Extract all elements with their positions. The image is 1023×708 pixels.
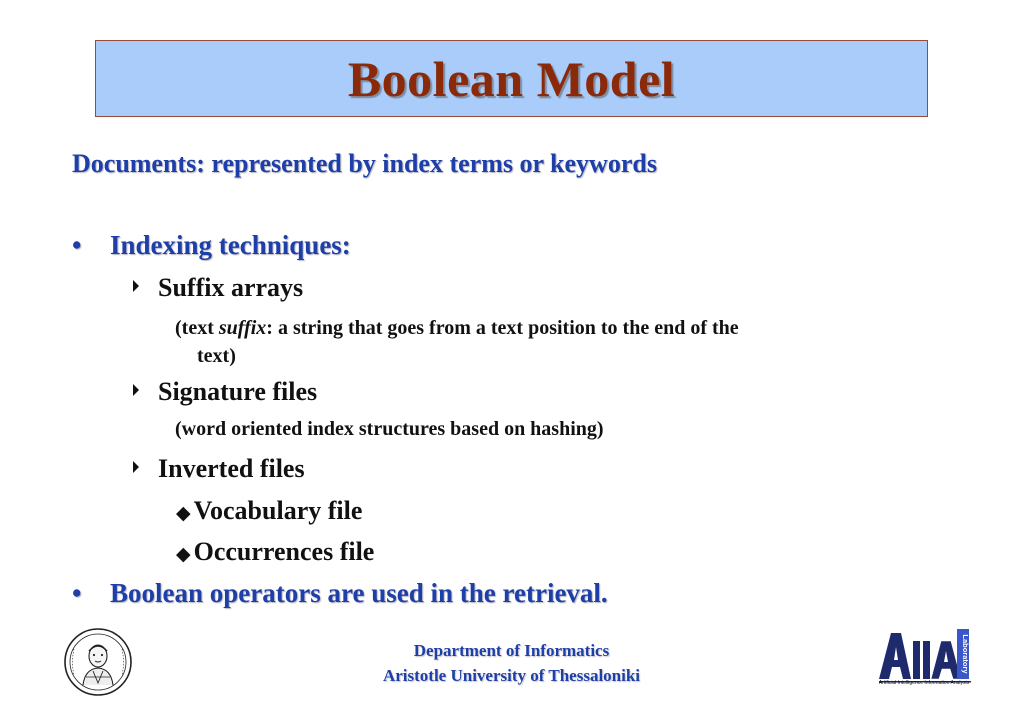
triangle-bullet-icon (133, 461, 139, 473)
slide-title: Boolean Model (347, 50, 676, 107)
suffix-term: suffix (218, 317, 267, 339)
bullet-label: Indexing techniques: (110, 230, 351, 260)
suffix-arrays-note: (text suffix: a string that goes from a text position to the end of the text) (175, 317, 739, 367)
subitem-inverted-files (133, 454, 305, 484)
title-banner (95, 40, 928, 117)
subitem-suffix-arrays (133, 273, 303, 303)
bullet-boolean-operators (72, 578, 608, 609)
intro-line: Documents: represented by index terms or keywords (72, 149, 657, 178)
bullet-label: Boolean operators are used in the retrieval. (110, 578, 608, 608)
svg-text:Laboratory: Laboratory (961, 634, 970, 674)
signature-files-note: (word oriented index structures based on hashing) (175, 418, 604, 440)
diamond-bullet-icon: ◆ (176, 503, 191, 524)
subitem-label: Signature files (158, 377, 318, 406)
tertiary-occurrences-file: ◆ Occurrences file (176, 537, 375, 566)
triangle-bullet-icon (133, 384, 139, 396)
footer-university: Aristotle University of Thessaloniki (382, 666, 641, 685)
bullet-indexing-techniques (72, 230, 351, 261)
footer (300, 638, 723, 688)
logo-caption: Artificial Intelligence Information Analysis (878, 680, 970, 686)
subitem-signature-files (133, 377, 317, 407)
university-seal-icon (63, 627, 133, 697)
tertiary-vocabulary-file: ◆ Vocabulary file (176, 496, 363, 525)
diamond-bullet-icon: ◆ (176, 544, 191, 565)
bullet-dot-icon: • (72, 230, 82, 260)
subitem-label: Suffix arrays (158, 273, 304, 302)
triangle-bullet-icon (133, 280, 139, 292)
footer-department: Department of Informatics (413, 641, 610, 660)
subitem-label: Inverted files (158, 454, 305, 483)
bullet-dot-icon: • (72, 578, 82, 608)
